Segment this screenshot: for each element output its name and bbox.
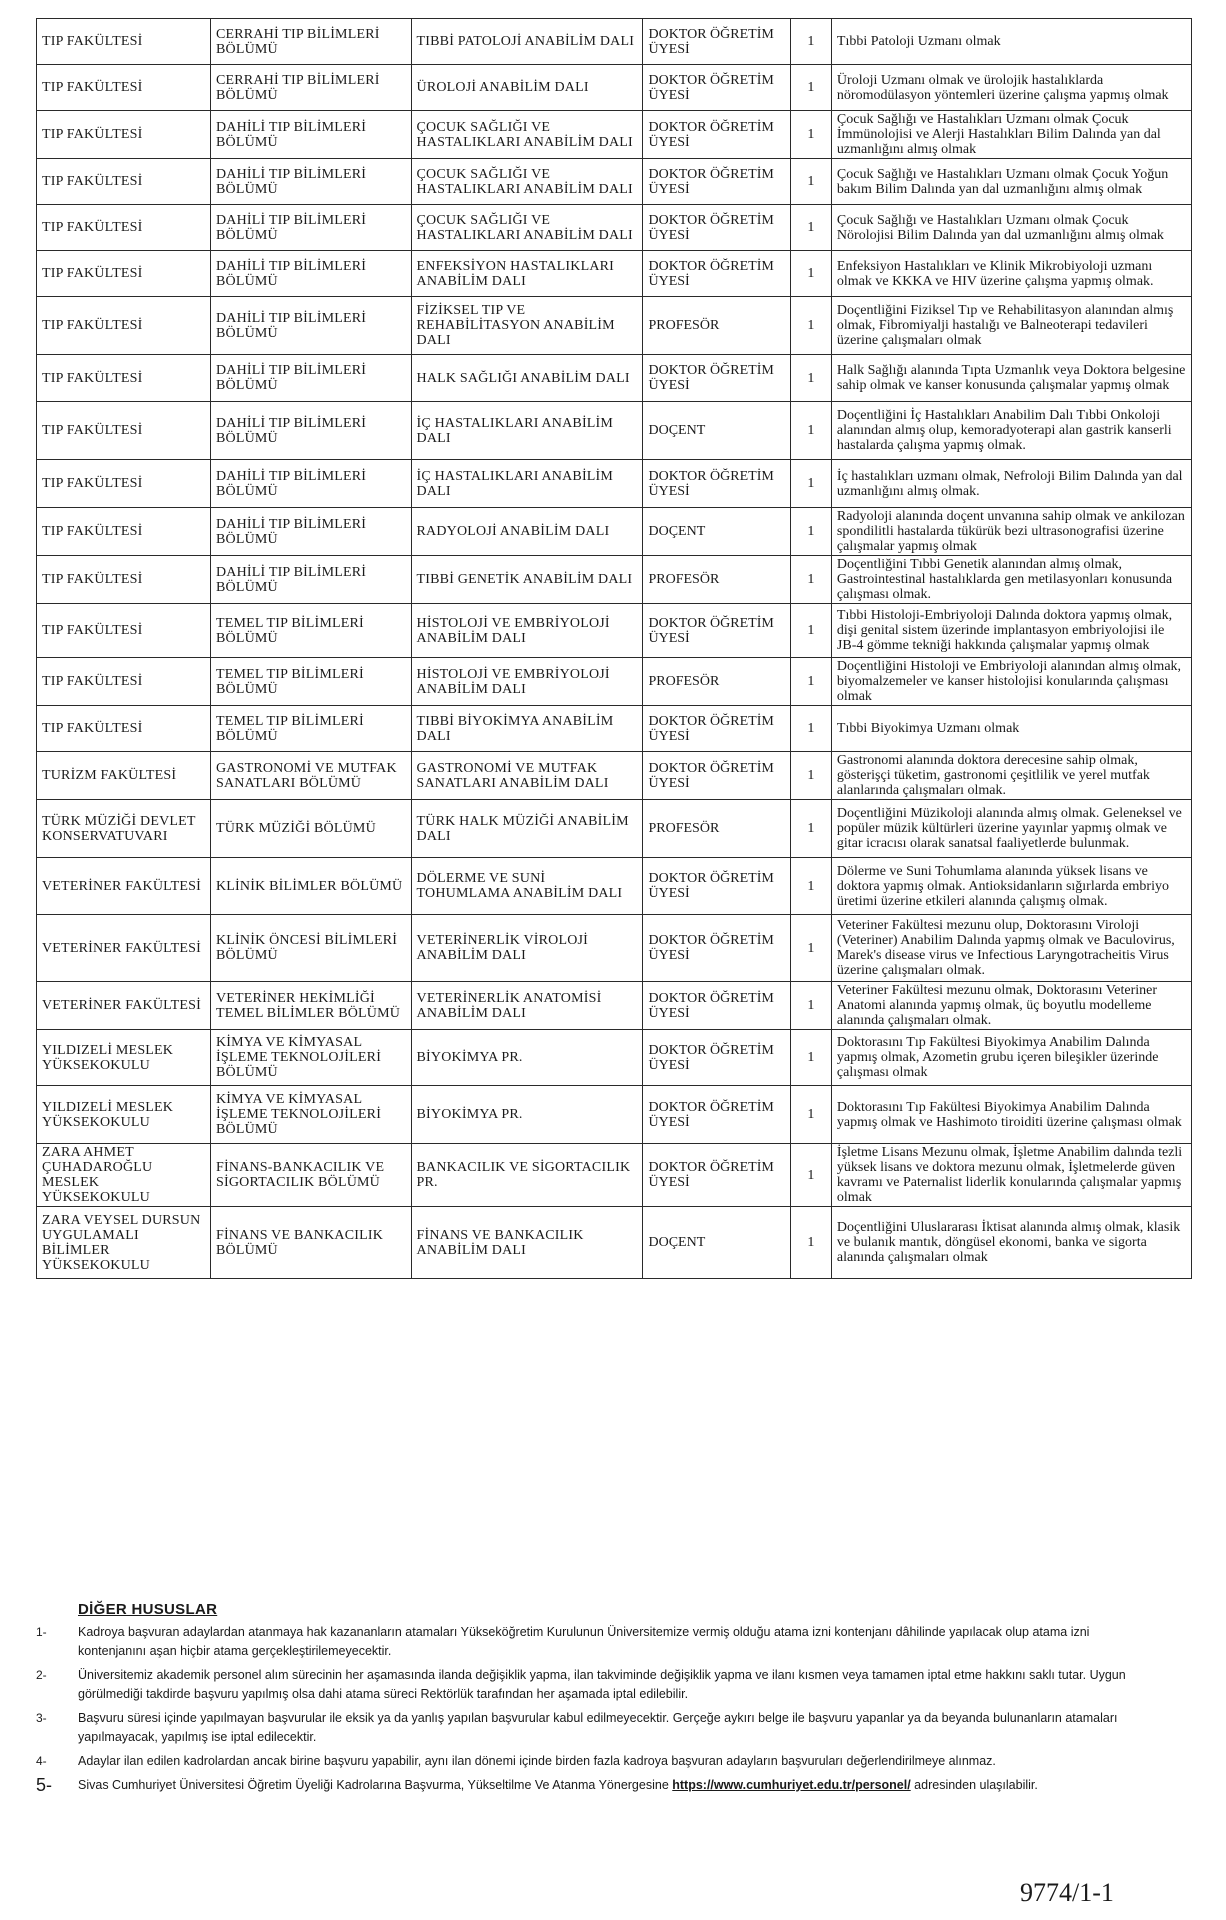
note-text-before: Sivas Cumhuriyet Üniversitesi Öğretim Üyeliği Kadrolarına Başvurma, Yükseltilme Ve Atanma Yönergesine <box>78 1778 673 1792</box>
count-cell: 1 <box>790 19 831 65</box>
title-cell: DOKTOR ÖĞRETİM ÜYESİ <box>643 65 790 111</box>
requirement-cell: Enfeksiyon Hastalıkları ve Klinik Mikrobiyoloji uzmanı olmak ve KKKA ve HIV üzerine çalışma yapmış olmak. <box>831 251 1191 297</box>
anabilim-cell: BİYOKİMYA PR. <box>411 1030 643 1086</box>
anabilim-cell: GASTRONOMİ VE MUTFAK SANATLARI ANABİLİM DALI <box>411 752 643 800</box>
department-cell: DAHİLİ TIP BİLİMLERİ BÖLÜMÜ <box>210 297 411 355</box>
table-row <box>37 1207 1192 1279</box>
anabilim-cell: ÇOCUK SAĞLIĞI VE HASTALIKLARI ANABİLİM DALI <box>411 111 643 159</box>
title-cell: DOKTOR ÖĞRETİM ÜYESİ <box>643 159 790 205</box>
department-cell: DAHİLİ TIP BİLİMLERİ BÖLÜMÜ <box>210 111 411 159</box>
faculty-cell: TIP FAKÜLTESİ <box>37 251 211 297</box>
title-cell: DOÇENT <box>643 402 790 460</box>
faculty-cell: TIP FAKÜLTESİ <box>37 402 211 460</box>
table-row <box>37 1030 1192 1086</box>
requirement-cell: Çocuk Sağlığı ve Hastalıkları Uzmanı olmak Çocuk İmmünolojisi ve Alerji Hastalıkları Bilim Dalında yan dal uzmanlığını almış olmak <box>831 111 1191 159</box>
title-cell: DOKTOR ÖĞRETİM ÜYESİ <box>643 706 790 752</box>
count-cell: 1 <box>790 1030 831 1086</box>
requirement-cell: Veteriner Fakültesi mezunu olmak, Doktorasını Veteriner Anatomi alanında yapmış olmak, üç boyutlu modelleme alanında çalışmaları olmak. <box>831 982 1191 1030</box>
anabilim-cell: BANKACILIK VE SİGORTACILIK PR. <box>411 1144 643 1207</box>
table-row <box>37 800 1192 858</box>
note-text: Adaylar ilan edilen kadrolardan ancak birine başvuru yapabilir, aynı ilan dönemi içinde birden fazla kadroya başvuran adayların başvuruları değerlendirilmeye alınmaz. <box>78 1754 996 1768</box>
anabilim-cell: TIBBİ GENETİK ANABİLİM DALI <box>411 556 643 604</box>
department-cell: DAHİLİ TIP BİLİMLERİ BÖLÜMÜ <box>210 355 411 402</box>
title-cell: DOKTOR ÖĞRETİM ÜYESİ <box>643 205 790 251</box>
count-cell: 1 <box>790 604 831 658</box>
department-cell: DAHİLİ TIP BİLİMLERİ BÖLÜMÜ <box>210 205 411 251</box>
anabilim-cell: HİSTOLOJİ VE EMBRİYOLOJİ ANABİLİM DALI <box>411 604 643 658</box>
anabilim-cell: TIBBİ PATOLOJİ ANABİLİM DALI <box>411 19 643 65</box>
requirement-cell: Dölerme ve Suni Tohumlama alanında yüksek lisans ve doktora yapmış olmak. Antioksidanların sığırlarda embriyo üretimi üzerine etkileri alanında çalışmış olmak. <box>831 858 1191 915</box>
anabilim-cell: TIBBİ BİYOKİMYA ANABİLİM DALI <box>411 706 643 752</box>
requirement-cell: Doçentliğini İç Hastalıkları Anabilim Dalı Tıbbi Onkoloji alanından almış olup, kemoradyoterapi alan gastrik kanserli hastalarda çalışma yapmış olmak. <box>831 402 1191 460</box>
faculty-cell: ZARA VEYSEL DURSUN UYGULAMALI BİLİMLER YÜKSEKOKULU <box>37 1207 211 1279</box>
anabilim-cell: DÖLERME VE SUNİ TOHUMLAMA ANABİLİM DALI <box>411 858 643 915</box>
requirement-cell: Tıbbi Histoloji-Embriyoloji Dalında doktora yapmış olmak, dişi genital sistem üzerinde implantasyon embriyolojisi ile JB-4 gömme tekniği hakkında çalışmalar yapmış olmak <box>831 604 1191 658</box>
department-cell: KLİNİK ÖNCESİ BİLİMLERİ BÖLÜMÜ <box>210 915 411 982</box>
count-cell: 1 <box>790 556 831 604</box>
department-cell: TEMEL TIP BİLİMLERİ BÖLÜMÜ <box>210 706 411 752</box>
faculty-cell: TIP FAKÜLTESİ <box>37 604 211 658</box>
count-cell: 1 <box>790 752 831 800</box>
requirement-cell: Halk Sağlığı alanında Tıpta Uzmanlık veya Doktora belgesine sahip olmak ve kanser konusunda çalışmalar yapmış olmak <box>831 355 1191 402</box>
faculty-cell: ZARA AHMET ÇUHADAROĞLU MESLEK YÜKSEKOKULU <box>37 1144 211 1207</box>
requirement-cell: Radyoloji alanında doçent unvanına sahip olmak ve ankilozan spondilitli hastalarda tükürük bezi ultrasonografisi üzerine çalışmalar yapmış olmak <box>831 508 1191 556</box>
faculty-cell: TIP FAKÜLTESİ <box>37 556 211 604</box>
count-cell: 1 <box>790 982 831 1030</box>
anabilim-cell: FİZİKSEL TIP VE REHABİLİTASYON ANABİLİM DALI <box>411 297 643 355</box>
count-cell: 1 <box>790 355 831 402</box>
requirement-cell: Gastronomi alanında doktora derecesine sahip olmak, gösterişçi tüketim, gastronomi çeşitlilik ve yerel mutfak alanlarında çalışmaları olmak. <box>831 752 1191 800</box>
faculty-cell: TÜRK MÜZİĞİ DEVLET KONSERVATUVARI <box>37 800 211 858</box>
department-cell: CERRAHİ TIP BİLİMLERİ BÖLÜMÜ <box>210 65 411 111</box>
note-item <box>36 1709 1156 1747</box>
table-row <box>37 402 1192 460</box>
count-cell: 1 <box>790 508 831 556</box>
count-cell: 1 <box>790 706 831 752</box>
title-cell: DOÇENT <box>643 1207 790 1279</box>
anabilim-cell: VETERİNERLİK VİROLOJİ ANABİLİM DALI <box>411 915 643 982</box>
department-cell: TEMEL TIP BİLİMLERİ BÖLÜMÜ <box>210 658 411 706</box>
note-text: Üniversitemiz akademik personel alım sürecinin her aşamasında ilanda değişiklik yapma, ilan takviminde değişiklik yapma ve ilanı kısmen veya tamamen iptal etme hakkını saklı tutar. Uygun görülmediği takdirde başvuru yapılmış olsa dahi atama süreci Rektörlük tarafından her aşamada iptal edilebilir. <box>78 1668 1126 1701</box>
table-row <box>37 604 1192 658</box>
department-cell: FİNANS VE BANKACILIK BÖLÜMÜ <box>210 1207 411 1279</box>
faculty-cell: TIP FAKÜLTESİ <box>37 706 211 752</box>
requirement-cell: Doçentliğini Tıbbi Genetik alanından almış olmak, Gastrointestinal hastalıklarda gen metilasyonları konusunda çalışması olmak. <box>831 556 1191 604</box>
count-cell: 1 <box>790 205 831 251</box>
other-matters-section <box>36 1600 1156 1800</box>
requirement-cell: İşletme Lisans Mezunu olmak, İşletme Anabilim dalında tezli yüksek lisans ve doktora mezunu olmak, İşletmelerde güven kavramı ve Paternalist liderlik konularında çalışmalar yapmış olmak <box>831 1144 1191 1207</box>
requirement-cell: Doçentliğini Uluslararası İktisat alanında almış olmak, klasik ve bulanık mantık, döngüsel ekonomi, banka ve sigorta alanında çalışmaları olmak <box>831 1207 1191 1279</box>
requirement-cell: İç hastalıkları uzmanı olmak, Nefroloji Bilim Dalında yan dal uzmanlığını almış olmak. <box>831 460 1191 508</box>
faculty-cell: TIP FAKÜLTESİ <box>37 355 211 402</box>
table-row <box>37 355 1192 402</box>
table-row <box>37 1144 1192 1207</box>
title-cell: DOKTOR ÖĞRETİM ÜYESİ <box>643 111 790 159</box>
anabilim-cell: ÇOCUK SAĞLIĞI VE HASTALIKLARI ANABİLİM DALI <box>411 159 643 205</box>
table-row <box>37 159 1192 205</box>
requirement-cell: Veteriner Fakültesi mezunu olup, Doktorasını Viroloji (Veteriner) Anabilim Dalında yapmış olmak ve Baculovirus, Marek's disease virus ve Infectious Laryngotracheitis Virus üzerine çalışmaları olmak. <box>831 915 1191 982</box>
document-number: 9774/1-1 <box>1020 1878 1114 1907</box>
requirement-cell: Çocuk Sağlığı ve Hastalıkları Uzmanı olmak Çocuk Nörolojisi Bilim Dalında yan dal uzmanlığını almış olmak <box>831 205 1191 251</box>
note-text-after: adresinden ulaşılabilir. <box>910 1778 1038 1792</box>
title-cell: DOKTOR ÖĞRETİM ÜYESİ <box>643 1086 790 1144</box>
table-row <box>37 658 1192 706</box>
title-cell: DOÇENT <box>643 508 790 556</box>
title-cell: DOKTOR ÖĞRETİM ÜYESİ <box>643 1030 790 1086</box>
anabilim-cell: BİYOKİMYA PR. <box>411 1086 643 1144</box>
requirement-cell: Doktorasını Tıp Fakültesi Biyokimya Anabilim Dalında yapmış olmak, Azometin grubu içeren bileşikler üzerinde çalışması olmak <box>831 1030 1191 1086</box>
department-cell: DAHİLİ TIP BİLİMLERİ BÖLÜMÜ <box>210 508 411 556</box>
faculty-cell: VETERİNER FAKÜLTESİ <box>37 915 211 982</box>
table-row <box>37 1086 1192 1144</box>
department-cell: DAHİLİ TIP BİLİMLERİ BÖLÜMÜ <box>210 556 411 604</box>
table-row <box>37 251 1192 297</box>
count-cell: 1 <box>790 800 831 858</box>
note-item <box>36 1623 1156 1661</box>
title-cell: DOKTOR ÖĞRETİM ÜYESİ <box>643 752 790 800</box>
note-number: 2- <box>36 1668 47 1682</box>
table-row <box>37 65 1192 111</box>
count-cell: 1 <box>790 402 831 460</box>
other-matters-title: DİĞER HUSUSLAR <box>78 1601 218 1618</box>
title-cell: PROFESÖR <box>643 556 790 604</box>
title-cell: DOKTOR ÖĞRETİM ÜYESİ <box>643 355 790 402</box>
department-cell: TEMEL TIP BİLİMLERİ BÖLÜMÜ <box>210 604 411 658</box>
anabilim-cell: HİSTOLOJİ VE EMBRİYOLOJİ ANABİLİM DALI <box>411 658 643 706</box>
title-cell: DOKTOR ÖĞRETİM ÜYESİ <box>643 858 790 915</box>
personnel-link[interactable]: https://www.cumhuriyet.edu.tr/personel/ <box>672 1778 911 1792</box>
requirement-cell: Çocuk Sağlığı ve Hastalıkları Uzmanı olmak Çocuk Yoğun bakım Bilim Dalında yan dal uzmanlığını almış olmak <box>831 159 1191 205</box>
note-text: Kadroya başvuran adaylardan atanmaya hak kazananların atamaları Yükseköğretim Kurulunun Üniversitemize vermiş olduğu atama izni kontenjanı dâhilinde yapılacak olup atama izni kontenjanını aşan hiçbir atama gerçekleştirilemeyecektir. <box>78 1625 1090 1658</box>
note-number: 1- <box>36 1625 47 1639</box>
anabilim-cell: FİNANS VE BANKACILIK ANABİLİM DALI <box>411 1207 643 1279</box>
title-cell: DOKTOR ÖĞRETİM ÜYESİ <box>643 19 790 65</box>
table-row <box>37 858 1192 915</box>
requirement-cell: Doçentliğini Histoloji ve Embriyoloji alanından almış olmak, biyomalzemeler ve kanser histolojisi konularında çalışması olmak <box>831 658 1191 706</box>
requirement-cell: Tıbbi Biyokimya Uzmanı olmak <box>831 706 1191 752</box>
table-row <box>37 297 1192 355</box>
table-row <box>37 205 1192 251</box>
notes-list <box>36 1623 1156 1771</box>
anabilim-cell: TÜRK HALK MÜZİĞİ ANABİLİM DALI <box>411 800 643 858</box>
vacancy-table-body <box>37 19 1192 1279</box>
title-cell: DOKTOR ÖĞRETİM ÜYESİ <box>643 982 790 1030</box>
title-cell: DOKTOR ÖĞRETİM ÜYESİ <box>643 460 790 508</box>
faculty-cell: TIP FAKÜLTESİ <box>37 205 211 251</box>
faculty-cell: TIP FAKÜLTESİ <box>37 65 211 111</box>
department-cell: DAHİLİ TIP BİLİMLERİ BÖLÜMÜ <box>210 460 411 508</box>
requirement-cell: Doçentliğini Müzikoloji alanında almış olmak. Geleneksel ve popüler müzik kültürleri üzerine yayınlar yapmış olmak ve gitar icracısı olarak sanatsal faaliyetlerde bulunmak. <box>831 800 1191 858</box>
department-cell: KLİNİK BİLİMLER BÖLÜMÜ <box>210 858 411 915</box>
faculty-cell: TIP FAKÜLTESİ <box>37 508 211 556</box>
note-text <box>78 1776 1156 1795</box>
table-row <box>37 508 1192 556</box>
faculty-cell: TIP FAKÜLTESİ <box>37 297 211 355</box>
department-cell: KİMYA VE KİMYASAL İŞLEME TEKNOLOJİLERİ BÖLÜMÜ <box>210 1030 411 1086</box>
faculty-cell: TURİZM FAKÜLTESİ <box>37 752 211 800</box>
note-item <box>36 1776 1156 1795</box>
table-row <box>37 19 1192 65</box>
note-number: 3- <box>36 1711 47 1725</box>
faculty-cell: VETERİNER FAKÜLTESİ <box>37 982 211 1030</box>
note-text: Başvuru süresi içinde yapılmayan başvurular ile eksik ya da yanlış yapılan başvurular kabul edilmeyecektir. Gerçeğe aykırı belge ile başvuru yapanlar ya da beyanda bulunanların atamaları yapılmayacak, yapılmış ise iptal edilecektir. <box>78 1711 1118 1744</box>
table-row <box>37 706 1192 752</box>
title-cell: PROFESÖR <box>643 297 790 355</box>
count-cell: 1 <box>790 915 831 982</box>
anabilim-cell: ÜROLOJİ ANABİLİM DALI <box>411 65 643 111</box>
department-cell: FİNANS-BANKACILIK VE SİGORTACILIK BÖLÜMÜ <box>210 1144 411 1207</box>
anabilim-cell: VETERİNERLİK ANATOMİSİ ANABİLİM DALI <box>411 982 643 1030</box>
department-cell: CERRAHİ TIP BİLİMLERİ BÖLÜMÜ <box>210 19 411 65</box>
anabilim-cell: İÇ HASTALIKLARI ANABİLİM DALI <box>411 402 643 460</box>
title-cell: PROFESÖR <box>643 658 790 706</box>
anabilim-cell: RADYOLOJİ ANABİLİM DALI <box>411 508 643 556</box>
table-row <box>37 752 1192 800</box>
table-row <box>37 460 1192 508</box>
faculty-cell: TIP FAKÜLTESİ <box>37 159 211 205</box>
count-cell: 1 <box>790 159 831 205</box>
count-cell: 1 <box>790 1086 831 1144</box>
anabilim-cell: HALK SAĞLIĞI ANABİLİM DALI <box>411 355 643 402</box>
faculty-cell: VETERİNER FAKÜLTESİ <box>37 858 211 915</box>
requirement-cell: Tıbbi Patoloji Uzmanı olmak <box>831 19 1191 65</box>
department-cell: GASTRONOMİ VE MUTFAK SANATLARI BÖLÜMÜ <box>210 752 411 800</box>
table-row <box>37 556 1192 604</box>
table-row <box>37 982 1192 1030</box>
faculty-cell: TIP FAKÜLTESİ <box>37 460 211 508</box>
note-number: 4- <box>36 1754 47 1768</box>
count-cell: 1 <box>790 658 831 706</box>
anabilim-cell: ENFEKSİYON HASTALIKLARI ANABİLİM DALI <box>411 251 643 297</box>
department-cell: DAHİLİ TIP BİLİMLERİ BÖLÜMÜ <box>210 251 411 297</box>
count-cell: 1 <box>790 111 831 159</box>
count-cell: 1 <box>790 858 831 915</box>
anabilim-cell: İÇ HASTALIKLARI ANABİLİM DALI <box>411 460 643 508</box>
requirement-cell: Doçentliğini Fiziksel Tıp ve Rehabilitasyon alanından almış olmak, Fibromiyalji hastalığı ve Balneoterapi tedavileri üzerine çalışmaları olmak <box>831 297 1191 355</box>
title-cell: DOKTOR ÖĞRETİM ÜYESİ <box>643 915 790 982</box>
faculty-cell: TIP FAKÜLTESİ <box>37 111 211 159</box>
note-number: 5- <box>36 1775 53 1795</box>
faculty-cell: TIP FAKÜLTESİ <box>37 19 211 65</box>
note-item <box>36 1752 1156 1771</box>
department-cell: VETERİNER HEKİMLİĞİ TEMEL BİLİMLER BÖLÜMÜ <box>210 982 411 1030</box>
faculty-cell: YILDIZELİ MESLEK YÜKSEKOKULU <box>37 1086 211 1144</box>
department-cell: TÜRK MÜZİĞİ BÖLÜMÜ <box>210 800 411 858</box>
note-item <box>36 1666 1156 1704</box>
title-cell: PROFESÖR <box>643 800 790 858</box>
title-cell: DOKTOR ÖĞRETİM ÜYESİ <box>643 251 790 297</box>
faculty-cell: TIP FAKÜLTESİ <box>37 658 211 706</box>
vacancy-table <box>36 18 1192 1279</box>
count-cell: 1 <box>790 251 831 297</box>
faculty-cell: YILDIZELİ MESLEK YÜKSEKOKULU <box>37 1030 211 1086</box>
title-cell: DOKTOR ÖĞRETİM ÜYESİ <box>643 1144 790 1207</box>
title-cell: DOKTOR ÖĞRETİM ÜYESİ <box>643 604 790 658</box>
requirement-cell: Doktorasını Tıp Fakültesi Biyokimya Anabilim Dalında yapmış olmak ve Hashimoto tiroiditi üzerine çalışması olmak <box>831 1086 1191 1144</box>
anabilim-cell: ÇOCUK SAĞLIĞI VE HASTALIKLARI ANABİLİM DALI <box>411 205 643 251</box>
count-cell: 1 <box>790 1207 831 1279</box>
count-cell: 1 <box>790 1144 831 1207</box>
table-row <box>37 111 1192 159</box>
count-cell: 1 <box>790 297 831 355</box>
table-row <box>37 915 1192 982</box>
requirement-cell: Üroloji Uzmanı olmak ve ürolojik hastalıklarda nöromodülasyon yöntemleri üzerine çalışma yapmış olmak <box>831 65 1191 111</box>
department-cell: DAHİLİ TIP BİLİMLERİ BÖLÜMÜ <box>210 402 411 460</box>
count-cell: 1 <box>790 65 831 111</box>
count-cell: 1 <box>790 460 831 508</box>
department-cell: KİMYA VE KİMYASAL İŞLEME TEKNOLOJİLERİ BÖLÜMÜ <box>210 1086 411 1144</box>
department-cell: DAHİLİ TIP BİLİMLERİ BÖLÜMÜ <box>210 159 411 205</box>
